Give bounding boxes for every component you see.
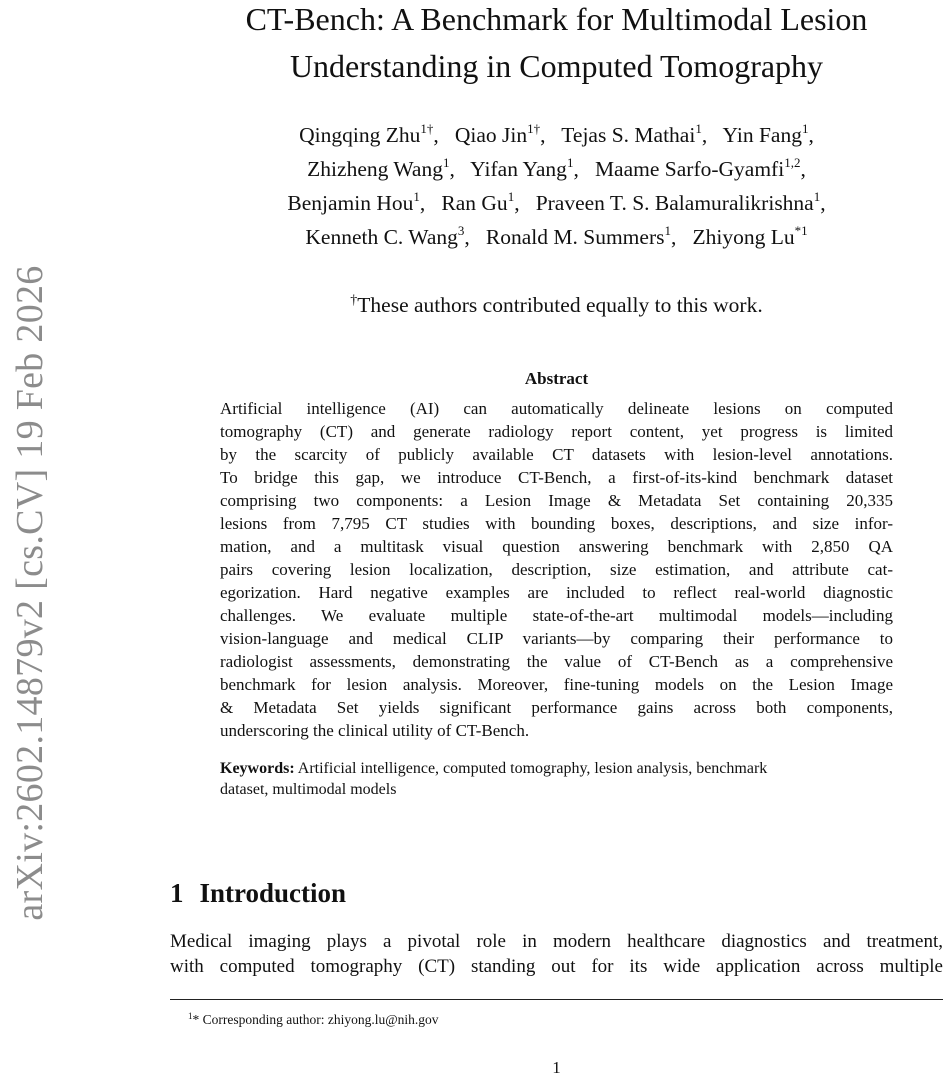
section-heading: [170, 875, 346, 911]
author-name: Benjamin Hou: [287, 191, 414, 215]
footnote-mark: 1: [188, 1011, 193, 1021]
author-line: Qingqing Zhu$^{1\dagger}$, Qiao Jin$^{1\dagger}$, Tejas S. Mathai$^1$, Yin Fang$^1$,: [299, 121, 814, 147]
author-line: Benjamin Hou$^1$, Ran Gu$^1$, Praveen T. S. Balamuralikrishna$^1$,: [287, 189, 826, 215]
section-number: 1: [170, 878, 184, 908]
abstract-line: lesions from 7,795 CT studies with bounding boxes, descriptions, and size infor-: [220, 514, 893, 533]
author-name: Yin Fang: [722, 123, 802, 147]
author-affiliation: 1†: [420, 121, 434, 136]
author-affiliation: 1: [813, 189, 821, 204]
author-affiliation: 1: [507, 189, 515, 204]
intro-line: Medical imaging plays a pivotal role in modern healthcare diagnostics and treatment,: [170, 931, 943, 952]
author-name: Maame Sarfo-Gyamfi: [594, 157, 785, 181]
author-affiliation: 1,2: [784, 155, 801, 170]
intro-line: with computed tomography (CT) standing out for its wide application across multiple: [170, 956, 943, 977]
author-affiliation: 1: [413, 189, 420, 204]
author-name: Zhiyong Lu: [692, 225, 795, 249]
dagger-mark: †: [350, 293, 358, 308]
author-name: Yifan Yang: [470, 157, 567, 181]
abstract-line: pairs covering lesion localization, description, size estimation, and attribute cat-: [220, 560, 893, 579]
abstract-line: underscoring the clinical utility of CT-Bench.: [220, 721, 530, 740]
author-list: [170, 118, 943, 254]
author-name: Kenneth C. Wang: [305, 225, 458, 249]
author-affiliation: 1: [664, 223, 671, 238]
abstract-line: radiologist assessments, demonstrating the value of CT-Bench as a comprehensive: [220, 652, 893, 671]
intro-paragraph: [170, 929, 943, 979]
author-affiliation: 1: [801, 121, 809, 136]
author-name: Qiao Jin: [454, 123, 528, 147]
author-line: Kenneth C. Wang$^3$, Ronald M. Summers$^1$, Zhiyong Lu$^{*1}$: [305, 223, 808, 249]
title-line: CT-Bench: A Benchmark for Multimodal Lesion: [245, 1, 868, 37]
keywords-label: Keywords:: [220, 760, 295, 777]
author-name: Zhizheng Wang: [307, 157, 443, 181]
author-affiliation: 1: [695, 121, 702, 136]
section-title: Introduction: [199, 878, 347, 908]
abstract-line: To bridge this gap, we introduce CT-Bench, a first-of-its-kind benchmark dataset: [220, 468, 893, 487]
keywords-text: dataset, multimodal models: [220, 781, 397, 798]
abstract-body: [220, 397, 893, 742]
abstract-line: egorization. Hard negative examples are included to reflect real-world diagnostic: [220, 583, 893, 602]
author-affiliation: 3: [457, 223, 465, 238]
equal-contribution-note: [170, 290, 943, 320]
arxiv-stamp: arXiv:2602.14879v2 [cs.CV] 19 Feb 2026: [9, 265, 51, 921]
author-name: Ran Gu: [441, 191, 508, 215]
author-name: Qingqing Zhu: [299, 123, 421, 147]
author-name: Tejas S. Mathai: [561, 123, 696, 147]
abstract-line: vision-language and medical CLIP variants—by comparing their performance to: [220, 629, 893, 648]
author-name: Ronald M. Summers: [485, 225, 665, 249]
author-name: Praveen T. S. Balamuralikrishna: [535, 191, 814, 215]
abstract-line: Artificial intelligence (AI) can automatically delineate lesions on computed: [220, 399, 893, 418]
abstract-line: comprising two components: a Lesion Image & Metadata Set containing 20,335: [220, 491, 893, 510]
author-affiliation: 1: [442, 155, 450, 170]
title-line: Understanding in Computed Tomography: [289, 48, 824, 84]
abstract-line: benchmark for lesion analysis. Moreover, fine-tuning models on the Lesion Image: [220, 675, 893, 694]
author-affiliation: *1: [794, 223, 808, 238]
abstract-line: & Metadata Set yields significant performance gains across both components,: [220, 698, 893, 717]
footnote: [188, 1011, 439, 1029]
abstract-line: challenges. We evaluate multiple state-of-the-art multimodal models—including: [220, 606, 893, 625]
footnote-rule: [170, 999, 943, 1000]
paper-title: [170, 0, 943, 90]
abstract-heading: Abstract: [524, 369, 589, 388]
author-line: Zhizheng Wang$^1$, Yifan Yang$^1$, Maame Sarfo-Gyamfi$^{1,2}$,: [307, 155, 806, 181]
equal-contribution-text: These authors contributed equally to this work.: [357, 293, 763, 317]
page-number: 1: [552, 1058, 561, 1077]
keywords: [220, 758, 893, 800]
abstract-line: by the scarcity of publicly available CT datasets with lesion-level annotations.: [220, 445, 893, 464]
author-affiliation: 1: [566, 155, 574, 170]
keywords-text: Artificial intelligence, computed tomography, lesion analysis, benchmark: [297, 760, 768, 777]
footnote-text: * Corresponding author: zhiyong.lu@nih.gov: [192, 1012, 439, 1027]
abstract-line: mation, and a multitask visual question answering benchmark with 2,850 QA: [220, 537, 893, 556]
author-affiliation: 1†: [527, 121, 541, 136]
abstract-line: tomography (CT) and generate radiology report content, yet progress is limited: [220, 422, 893, 441]
